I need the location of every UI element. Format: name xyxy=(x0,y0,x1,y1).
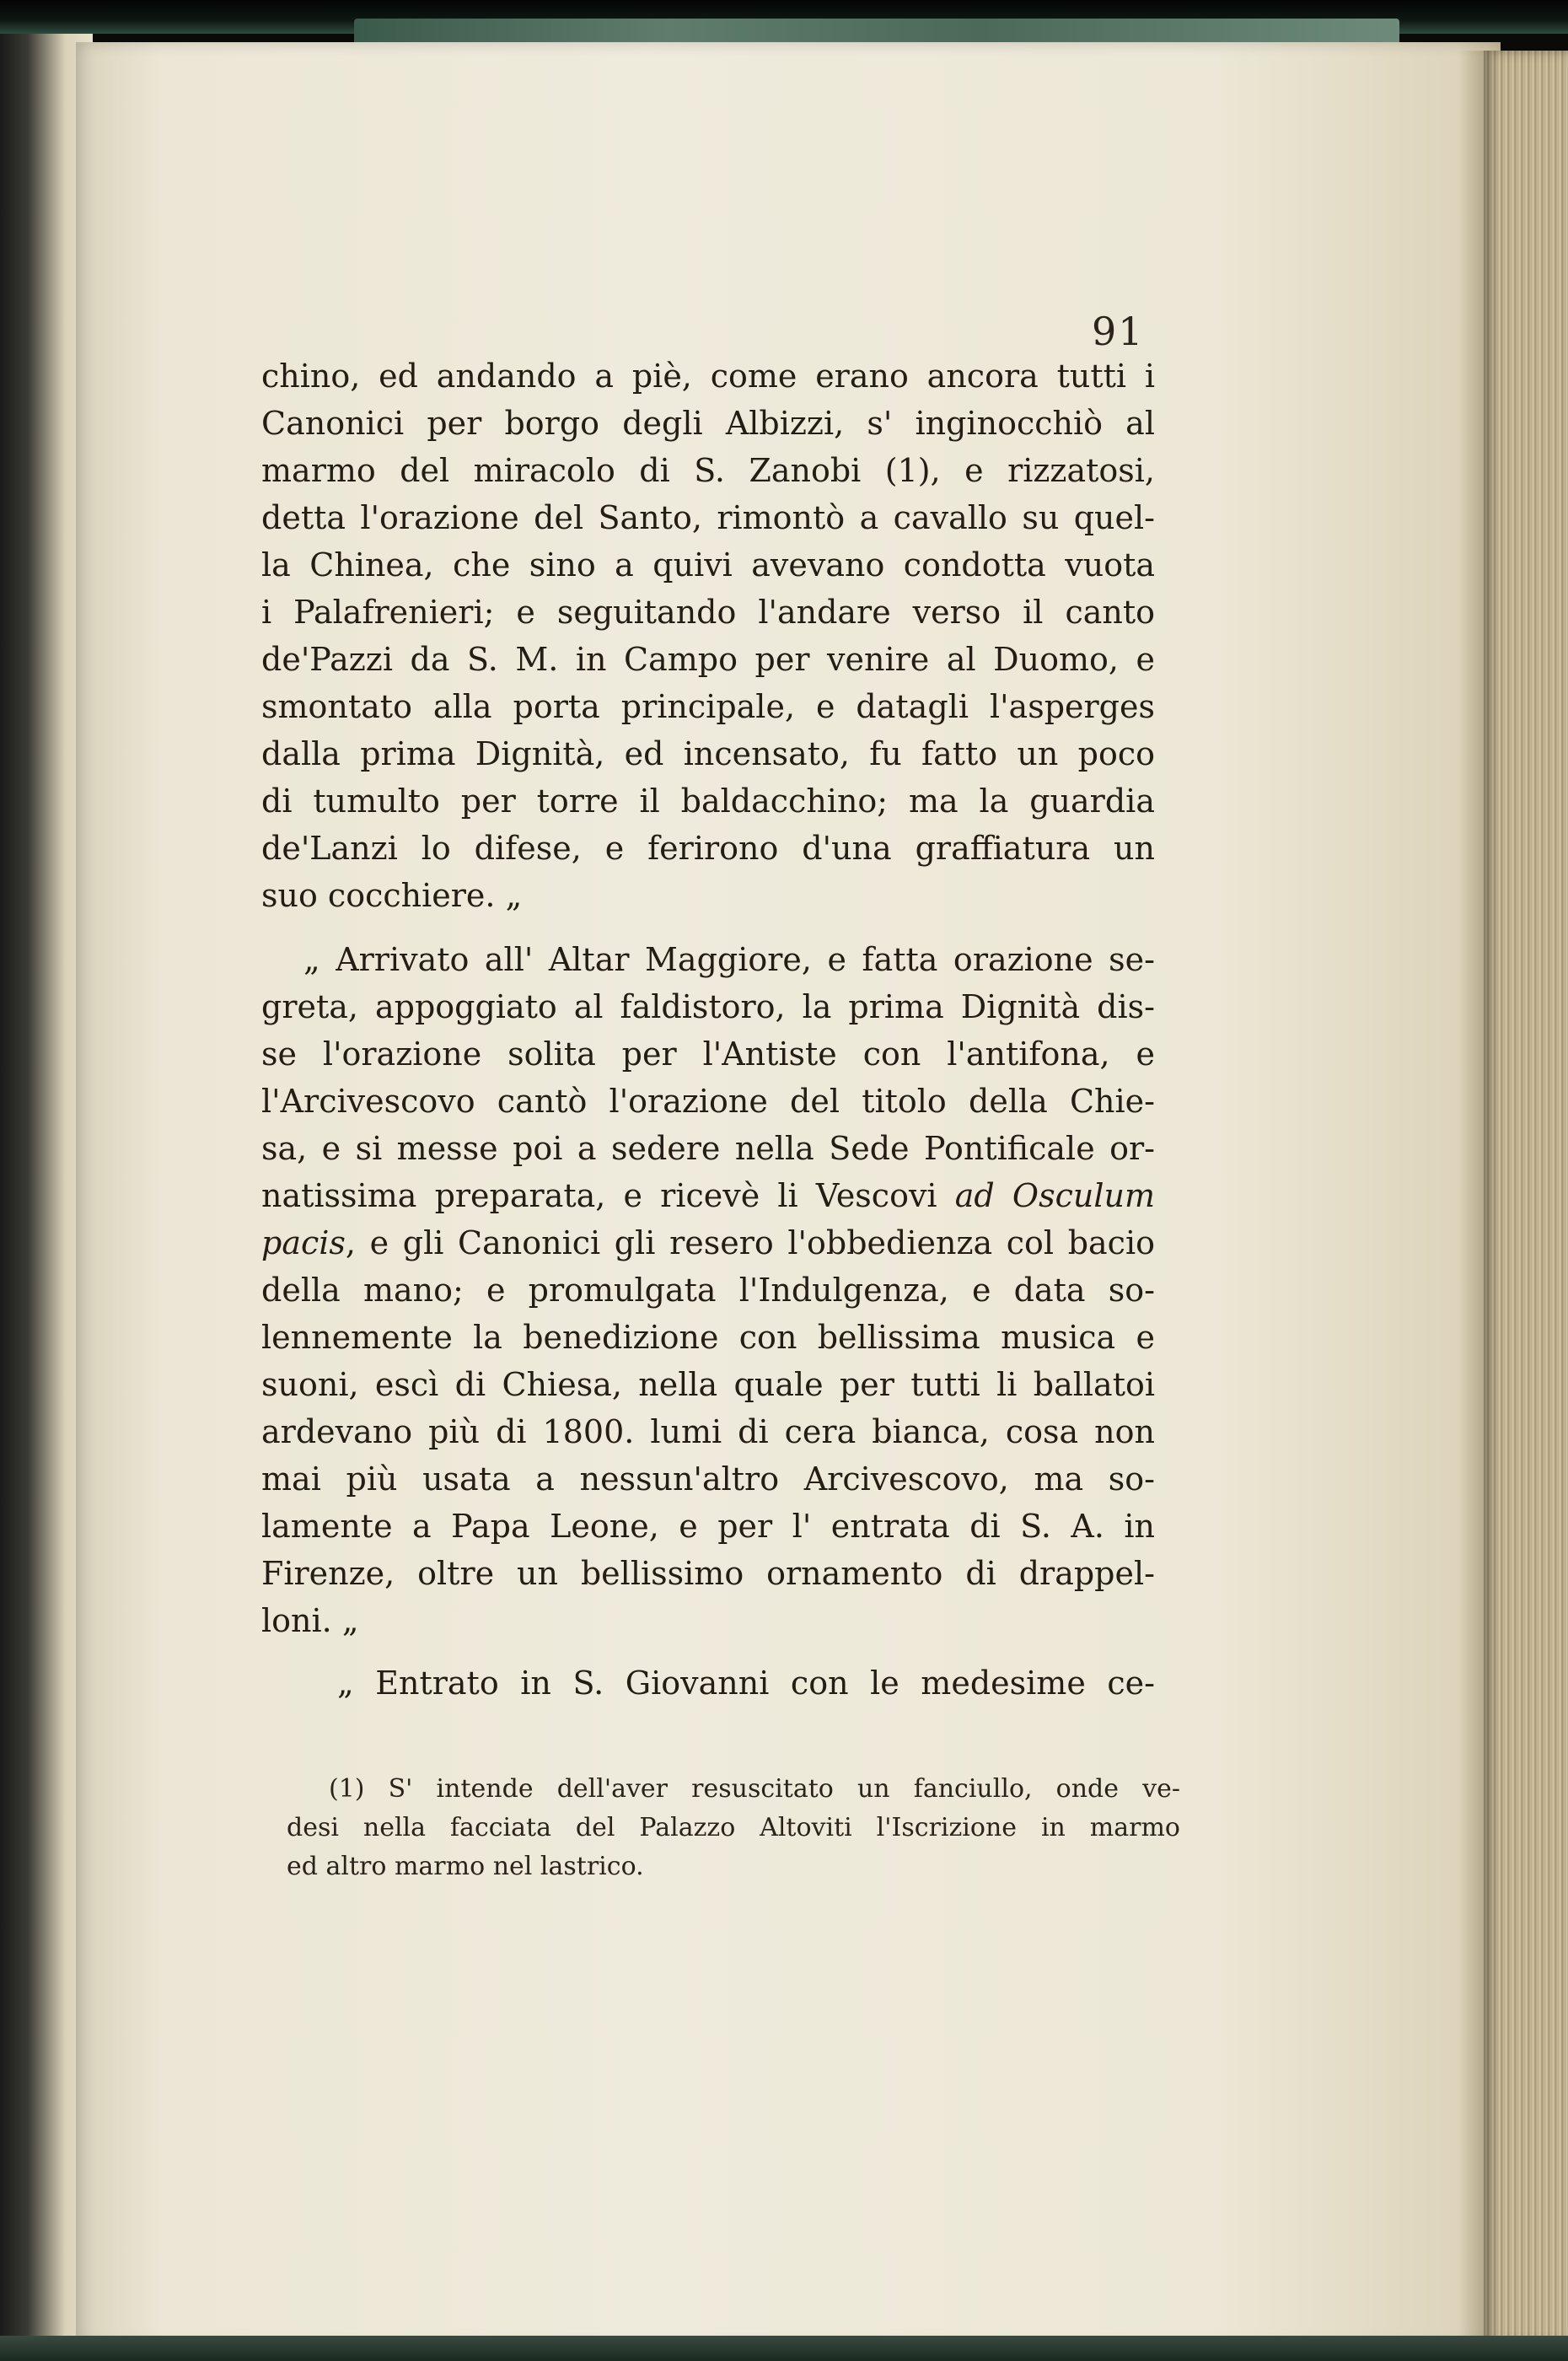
text-line: „ Entrato in S. Giovanni con le medesime ce- xyxy=(337,1665,1155,1702)
latin-phrase: ad Osculum xyxy=(954,1177,1155,1214)
text-line: loni. „ xyxy=(261,1602,359,1639)
text-line: pacis, e gli Canonici gli resero l'obbedienza col bacio xyxy=(261,1224,1155,1261)
text-line: Firenze, oltre un bellissimo ornamento di drappel- xyxy=(261,1555,1155,1592)
text-line: della mano; e promulgata l'Indulgenza, e data so- xyxy=(261,1272,1155,1309)
text-line: suo cocchiere. „ xyxy=(261,877,523,914)
text-line: ardevano più di 1800. lumi di cera bianca, cosa non xyxy=(261,1413,1155,1450)
text-line: detta l'orazione del Santo, rimontò a cavallo su quel- xyxy=(261,499,1155,536)
text-line: marmo del miracolo di S. Zanobi (1), e rizzatosi, xyxy=(261,452,1155,489)
text-line: suoni, escì di Chiesa, nella quale per tutti li ballatoi xyxy=(261,1366,1155,1403)
text-line: de'Pazzi da S. M. in Campo per venire al Duomo, e xyxy=(261,641,1155,678)
text-line: lennemente la benedizione con bellissima musica e xyxy=(261,1319,1155,1356)
footnote-line: desi nella facciata del Palazzo Altoviti l'Iscrizione in marmo xyxy=(287,1813,1180,1842)
footnote-line: ed altro marmo nel lastrico. xyxy=(287,1852,644,1881)
text-line: lamente a Papa Leone, e per l' entrata di S. A. in xyxy=(261,1508,1155,1545)
text-line: mai più usata a nessun'altro Arcivescovo, ma so- xyxy=(261,1460,1155,1498)
text-line: la Chinea, che sino a quivi avevano condotta vuota xyxy=(261,546,1155,584)
text-line: greta, appoggiato al faldistoro, la prima Dignità dis- xyxy=(261,988,1155,1025)
text-line: di tumulto per torre il baldacchino; ma la guardia xyxy=(261,783,1155,820)
text-line: Canonici per borgo degli Albizzi, s' inginocchiò al xyxy=(261,405,1155,442)
text-line: l'Arcivescovo cantò l'orazione del titolo della Chie- xyxy=(261,1083,1155,1120)
text-line: sa, e si messe poi a sedere nella Sede Pontificale or- xyxy=(261,1130,1155,1167)
text-line: i Palafrenieri; e seguitando l'andare verso il canto xyxy=(261,594,1155,631)
text-line: chino, ed andando a piè, come erano ancora tutti i xyxy=(261,358,1155,395)
text-line: „ Arrivato all' Altar Maggiore, e fatta orazione se- xyxy=(303,941,1155,978)
book-bottom-edge xyxy=(0,2336,1568,2361)
footnote-line: (1) S' intende dell'aver resuscitato un fanciullo, onde ve- xyxy=(329,1774,1180,1804)
text-line: se l'orazione solita per l'Antiste con l'antifona, e xyxy=(261,1035,1155,1073)
latin-phrase: pacis xyxy=(261,1224,346,1261)
text-line: natissima preparata, e ricevè li Vescovi ad Osculum xyxy=(261,1177,1155,1214)
text-line: de'Lanzi lo difese, e ferirono d'una graffiatura un xyxy=(261,830,1155,867)
book-fore-edge xyxy=(1484,51,1568,2344)
text-line: smontato alla porta principale, e datagli l'asperges xyxy=(261,688,1155,725)
text-line: dalla prima Dignità, ed incensato, fu fatto un poco xyxy=(261,735,1155,772)
page-number: 91 xyxy=(1092,309,1145,354)
